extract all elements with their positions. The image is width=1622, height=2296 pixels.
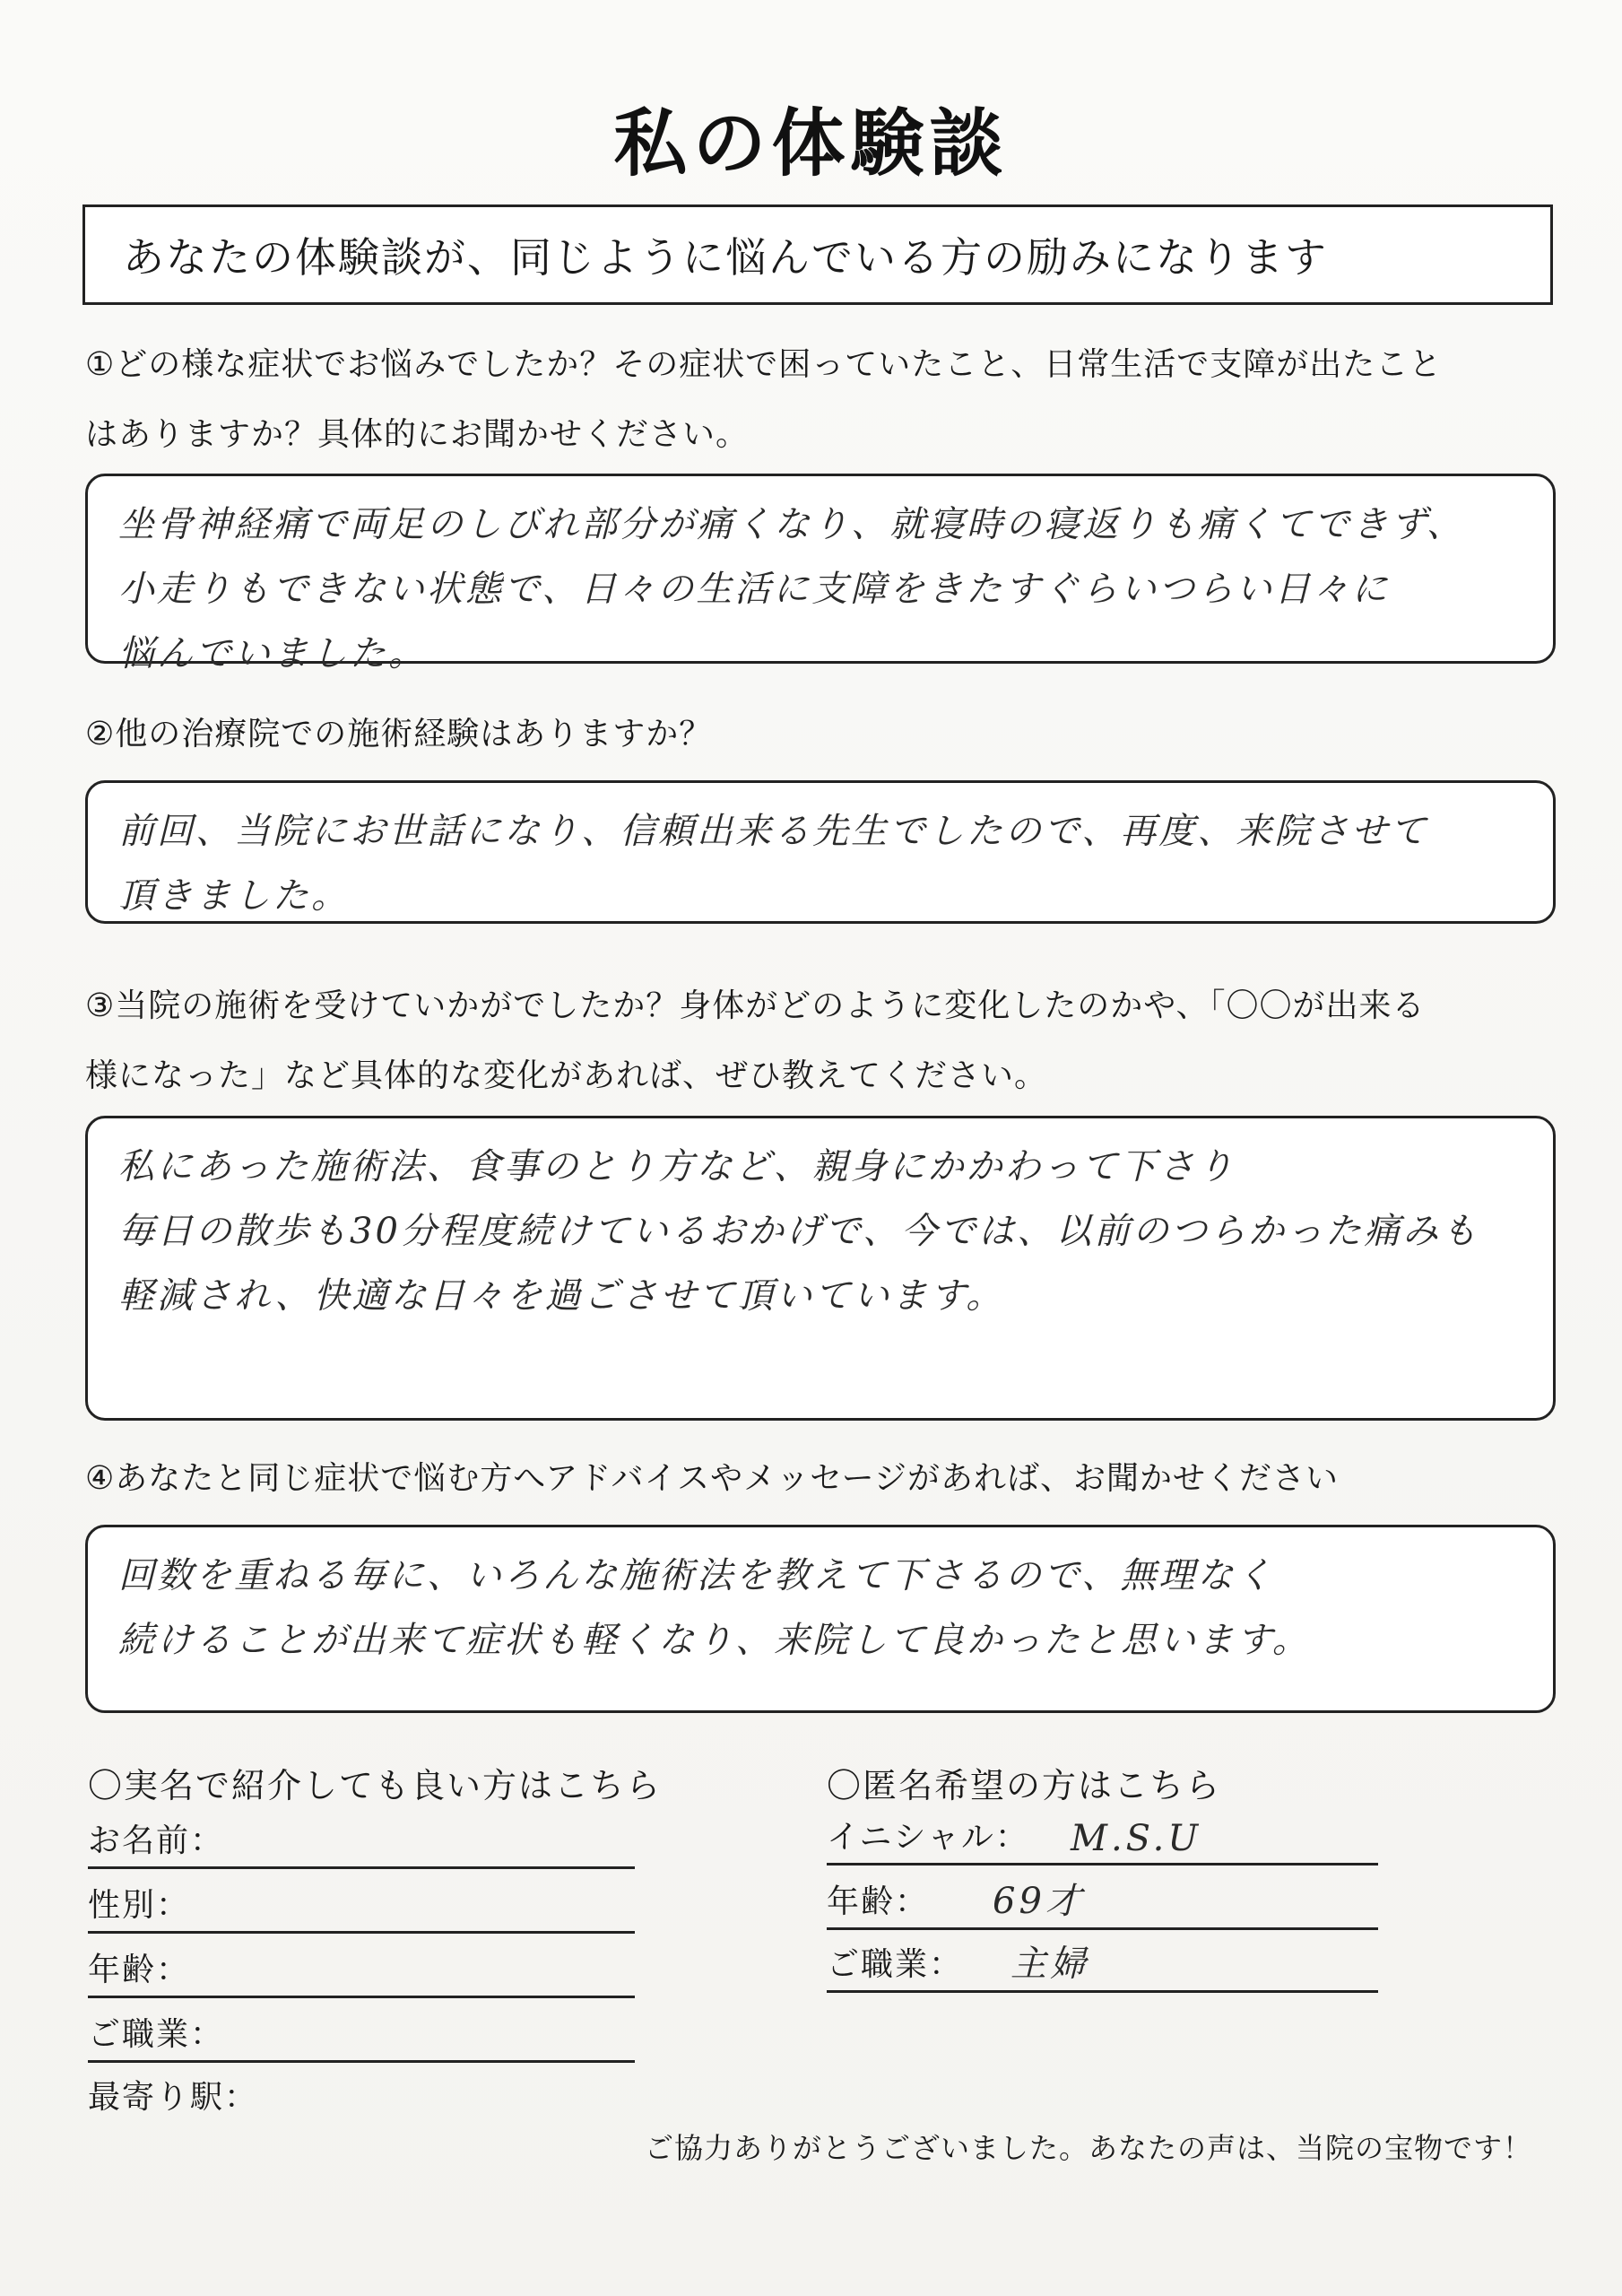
realname-job-field[interactable] [88, 2013, 635, 2063]
answer-3-line-3: 軽減され、快適な日々を過ごさせて頂いています。 [118, 1275, 1005, 1317]
answer-box-1 [85, 474, 1556, 674]
banner-text: あなたの体験談が、同じように悩んでいる方の励みになります [123, 233, 1328, 282]
job-label: ご職業： [88, 2016, 225, 2053]
answer-1-line-2: 小走りもできない状態で、日々の生活に支障をきたすぐらいつらい日々に [118, 569, 1391, 610]
anon-job-label: ご職業： [827, 1946, 964, 1983]
question-3-line-2: 様になった」など具体的な変化があれば、ぜひ教えてください。 [85, 1057, 1048, 1094]
anon-job-value: 主婦 [1010, 1944, 1089, 1985]
question-3-line-1: ③当院の施術を受けていかがでしたか？身体がどのように変化したのかや、「〇〇が出来る [85, 987, 1426, 1024]
question-1 [85, 330, 1565, 470]
answer-4-line-1: 回数を重ねる毎に、いろんな施術法を教えて下さるので、無理なく [118, 1555, 1275, 1596]
realname-age-field[interactable] [88, 1948, 635, 1998]
question-4-line-1: ④あなたと同じ症状で悩む方へアドバイスやメッセージがあれば、お聞かせください [85, 1460, 1339, 1497]
anonymous-heading: 〇匿名希望の方はこちら [827, 1766, 1222, 1805]
answer-3-line-2: 毎日の散歩も30分程度続けているおかげで、今では、以前のつらかった痛みも [118, 1211, 1480, 1252]
name-label: お名前： [88, 1822, 225, 1859]
anonymous-job-field[interactable] [827, 1943, 1378, 1993]
answer-4-line-2: 続けることが出来て症状も軽くなり、来院して良かったと思います。 [118, 1620, 1311, 1661]
realname-heading: 〇実名で紹介しても良い方はこちら [88, 1766, 663, 1805]
realname-name-field[interactable] [88, 1819, 635, 1869]
anonymous-age-field[interactable] [827, 1880, 1378, 1930]
realname-gender-field[interactable] [88, 1883, 635, 1934]
answer-1-line-1: 坐骨神経痛で両足のしびれ部分が痛くなり、就寝時の寝返りも痛くてできず、 [118, 504, 1465, 545]
answer-box-3 [85, 1116, 1556, 1421]
gender-label: 性別： [88, 1887, 191, 1924]
page-title: 私の体験談 [613, 101, 1009, 187]
footer-thanks: ご協力ありがとうございました。あなたの声は、当院の宝物です！ [644, 2131, 1532, 2165]
question-2 [85, 700, 1565, 770]
station-label: 最寄り駅： [88, 2079, 259, 2116]
initial-label: イニシャル： [827, 1819, 1029, 1856]
question-2-line-1: ②他の治療院での施術経験はありますか？ [85, 716, 713, 752]
answer-box-4 [85, 1525, 1556, 1713]
answer-1-line-3: 悩んでいました。 [118, 633, 427, 674]
age-label: 年齢： [88, 1952, 191, 1988]
initial-value: M.S.U [1071, 1818, 1202, 1859]
answer-2-line-1: 前回、当院にお世話になり、信頼出来る先生でしたので、再度、来院させて [118, 811, 1429, 852]
question-4 [85, 1444, 1565, 1514]
anon-age-value: 69才 [993, 1881, 1085, 1922]
anonymous-initial-field[interactable] [827, 1815, 1378, 1866]
answer-2-line-2: 頂きました。 [118, 875, 350, 917]
answer-3-line-1: 私にあった施術法、食事のとり方など、親身にかかわって下さり [118, 1146, 1236, 1187]
answer-box-2 [85, 780, 1556, 924]
question-1-line-2: はありますか？具体的にお聞かせください。 [85, 416, 750, 453]
question-1-line-1: ①どの様な症状でお悩みでしたか？その症状で困っていたこと、日常生活で支障が出たこと [85, 346, 1443, 383]
question-3 [85, 971, 1565, 1111]
anon-age-label: 年齢： [827, 1883, 930, 1920]
header-banner [82, 204, 1553, 305]
